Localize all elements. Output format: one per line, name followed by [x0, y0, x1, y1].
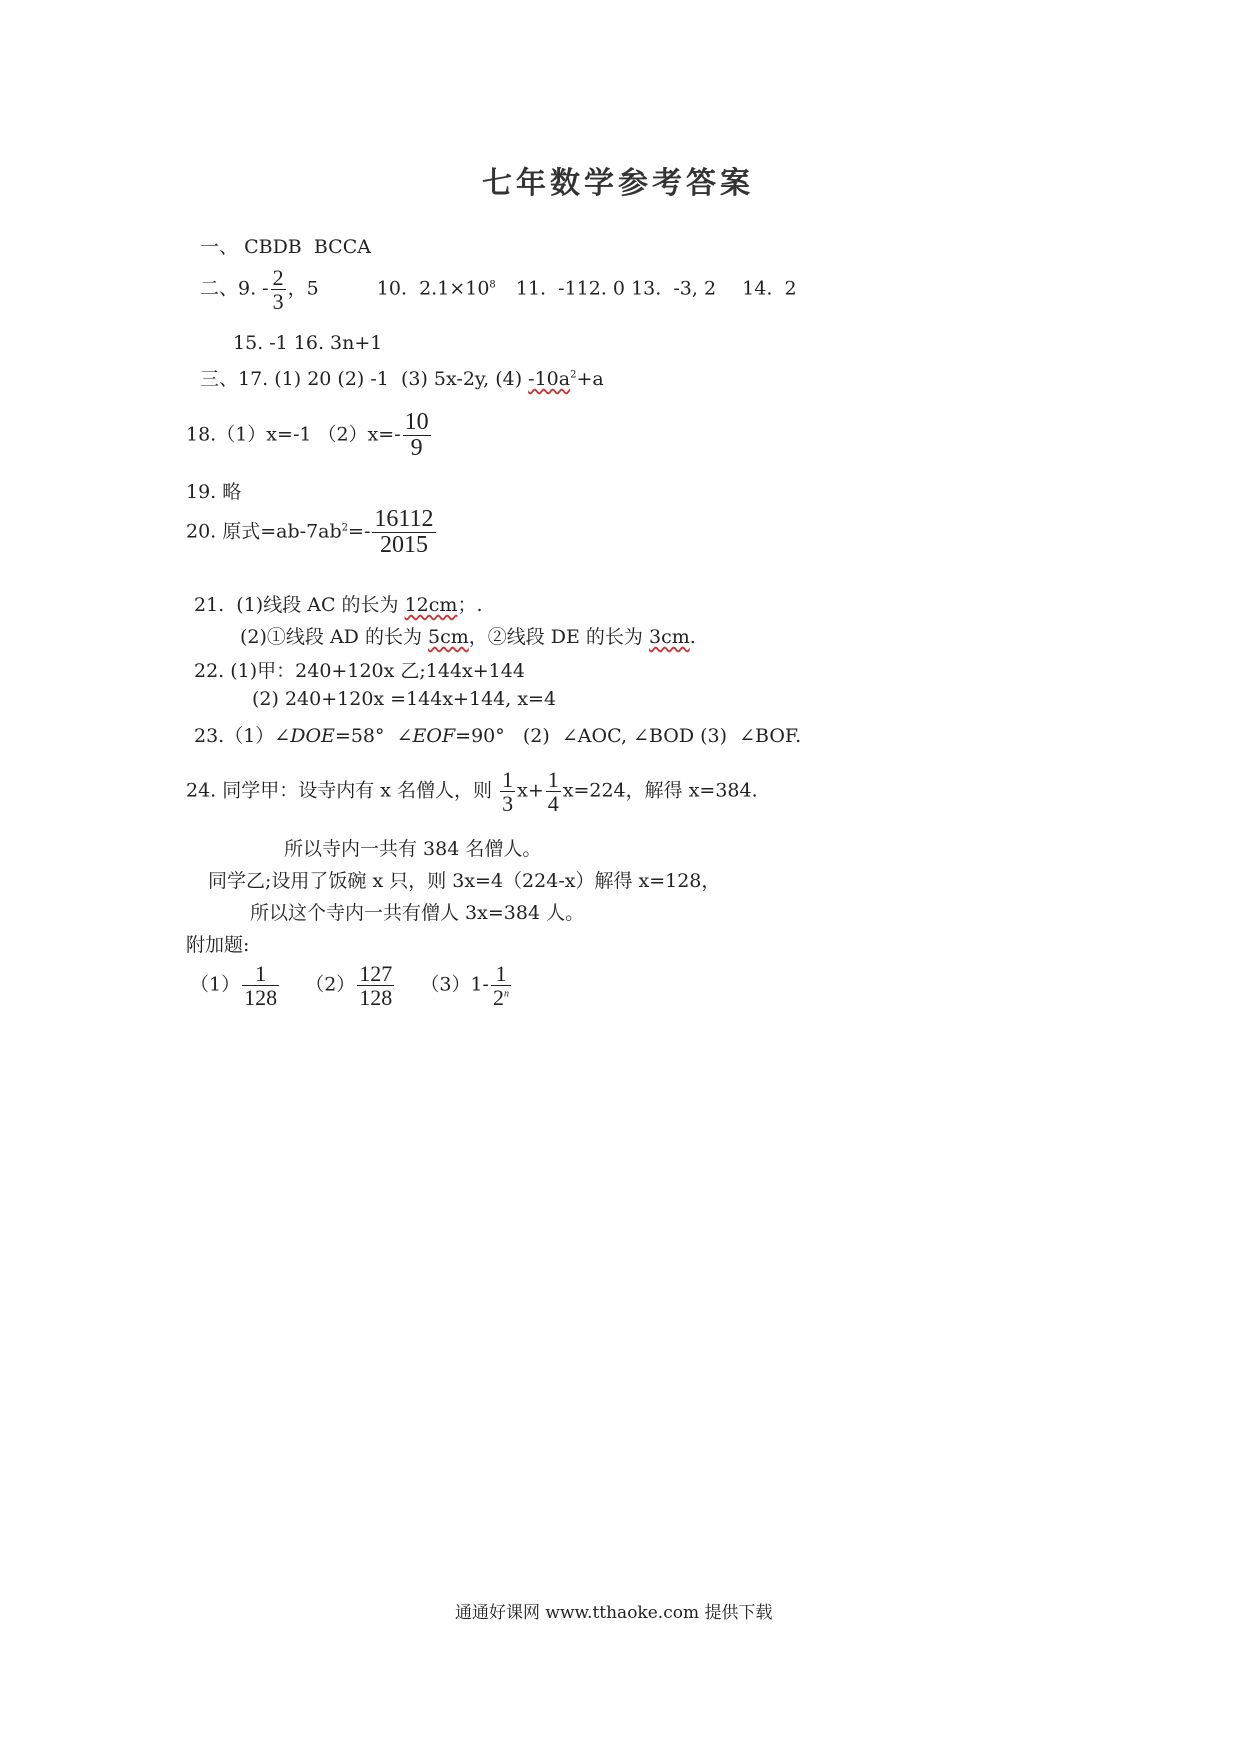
- q20-exponent: 2: [341, 522, 349, 534]
- section-3-label: 三、17.: [200, 368, 269, 390]
- q13-answer: 13. -3, 2: [631, 277, 717, 300]
- q24-fraction-2: [546, 768, 561, 815]
- q23-prefix: 23.（1）∠: [194, 725, 291, 747]
- q20-prefix: 20. 原式=ab-7ab: [186, 520, 342, 543]
- q24-f1-denominator: 3: [502, 791, 514, 817]
- q9-prefix: 9. -: [238, 277, 269, 300]
- q22-line-1: 22. (1)甲：240+120x 乙;144x+144: [194, 660, 525, 682]
- extra-p2-denominator: 128: [359, 985, 393, 1011]
- q21-line2-e: .: [689, 626, 696, 648]
- extra-p3-fraction: [491, 962, 511, 1009]
- q20-fraction: [372, 507, 435, 558]
- q24-line1-a: 24. 同学甲：设寺内有 x 名僧人，则: [186, 779, 493, 802]
- q23-eof: EOF: [412, 725, 456, 747]
- q21-line1-c: ；.: [457, 594, 483, 616]
- extra-p2-fraction: [357, 962, 394, 1009]
- q10-exponent: 8: [489, 279, 496, 291]
- q24-line-4: 所以这个寺内一共有僧人 3x=384 人。: [250, 902, 585, 924]
- q17-part4-b: +a: [576, 368, 604, 390]
- q21-ad-length: 5cm: [428, 626, 469, 648]
- q21-line2-c: ，②线段 DE 的长为: [468, 626, 649, 648]
- section-3-line: [200, 364, 604, 391]
- q23-doe: DOE: [290, 725, 335, 747]
- q17-part4-a: -10a: [528, 368, 571, 390]
- q24-line-2: 所以寺内一共有 384 名僧人。: [284, 838, 542, 860]
- extra-p2-numerator: 127: [359, 961, 393, 986]
- section-2-line-1: [200, 266, 797, 313]
- q24-f2-denominator: 4: [547, 791, 559, 817]
- q23-mid: =58° ∠: [334, 725, 413, 747]
- page-footer: 通通好课网 www.tthaoke.com 提供下载: [455, 1603, 773, 1623]
- q23-line: [194, 721, 801, 748]
- q9-suffix: ，5: [287, 277, 319, 300]
- q24-line-3: 同学乙;设用了饭碗 x 只，则 3x=4（224-x）解得 x=128，: [208, 870, 721, 892]
- q9-numerator: 2: [272, 265, 284, 290]
- q20-line: [186, 507, 438, 558]
- extra-p3-numerator: 1: [491, 962, 511, 986]
- extra-p1-numerator: 1: [242, 962, 279, 986]
- q20-numerator: 16112: [374, 506, 434, 532]
- q21-line-1: [194, 590, 482, 617]
- q21-ac-length: 12cm: [404, 594, 458, 616]
- q10-answer: 10. 2.1×10: [376, 277, 490, 300]
- q19-line: 19. 略: [186, 481, 242, 503]
- extra-p1-fraction: [242, 962, 279, 1009]
- q24-mid: x+: [517, 779, 544, 802]
- q17-part4-exponent: 2: [570, 369, 577, 381]
- q18-denominator: 9: [410, 435, 423, 462]
- section-2-label: 二、: [200, 277, 239, 300]
- q21-line1-a: 21. (1)线段 AC 的长为: [194, 594, 405, 616]
- q9-fraction: [271, 266, 286, 313]
- q14-answer: 14. 2: [742, 277, 797, 300]
- section-1: [200, 232, 371, 259]
- extra-p3-denominator: [491, 986, 511, 1009]
- q24-line1-b: x=224，解得 x=384.: [562, 779, 758, 802]
- extra-p3-label: （3）1-: [420, 973, 489, 996]
- extra-p1-label: （1）: [190, 973, 241, 996]
- q21-line2-a: (2)①线段 AD 的长为: [240, 626, 428, 648]
- extra-label: 附加题:: [186, 934, 250, 956]
- extra-p3-den-base: 2: [492, 985, 504, 1011]
- extra-p3-den-exponent: n: [503, 988, 509, 1000]
- q17-parts: (1) 20 (2) -1 (3) 5x-2y, (4): [274, 368, 523, 390]
- q18-fraction: [403, 410, 431, 461]
- q24-fraction-1: [500, 768, 515, 815]
- section-1-label: 一、: [200, 236, 239, 258]
- q22-line-2: (2) 240+120x =144x+144, x=4: [252, 688, 557, 710]
- q20-denominator: 2015: [379, 532, 428, 559]
- q18-line: [186, 410, 433, 461]
- q18-prefix: 18.（1）x=-1 （2）x=-: [186, 423, 401, 446]
- extra-p2-label: （2）: [305, 973, 356, 996]
- q11-answer: 11. -112. 0: [515, 277, 626, 300]
- q24-line-1: [186, 768, 758, 815]
- q21-de-length: 3cm: [648, 626, 690, 648]
- extra-answers: [190, 962, 513, 1009]
- page-title: 七年数学参考答案: [482, 166, 754, 201]
- q9-denominator: 3: [272, 289, 284, 315]
- extra-p1-denominator: 128: [244, 985, 278, 1011]
- q21-line-2: [240, 622, 696, 649]
- q23-suffix: =90° (2) ∠AOC, ∠BOD (3) ∠BOF.: [455, 725, 802, 747]
- q24-f2-numerator: 1: [547, 767, 559, 792]
- section-1-answers: CBDB BCCA: [244, 236, 371, 258]
- q24-f1-numerator: 1: [502, 767, 514, 792]
- q20-mid: =-: [348, 520, 371, 543]
- q15-16-answers: 15. -1 16. 3n+1: [233, 332, 383, 354]
- q18-numerator: 10: [404, 409, 429, 435]
